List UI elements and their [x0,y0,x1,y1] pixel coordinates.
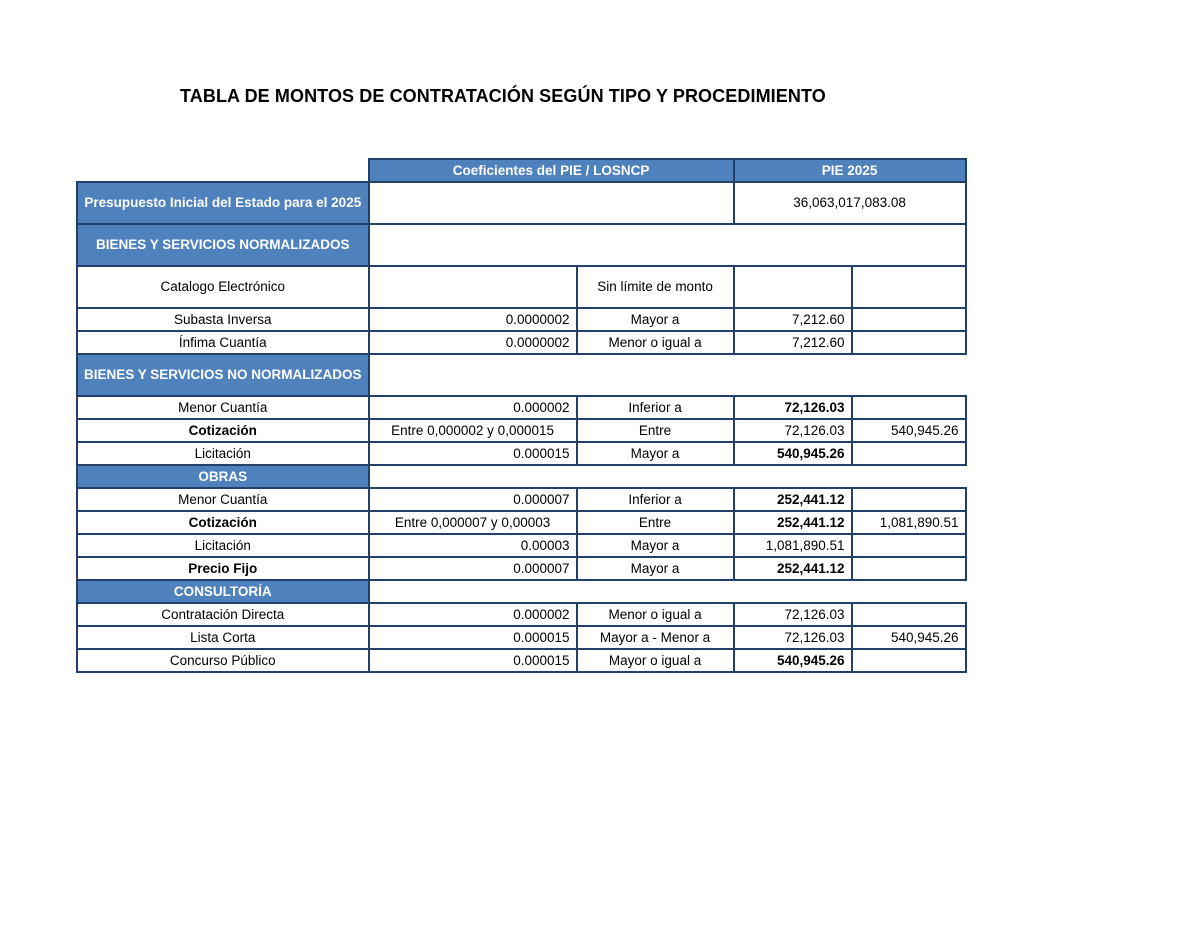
row-amount-upper: 1,081,890.51 [852,511,966,534]
page-title: TABLA DE MONTOS DE CONTRATACIÓN SEGÚN TIPO Y PROCEDIMIENTO [180,86,826,106]
row-coef: 0.000015 [369,442,577,465]
row-label: Menor Cuantía [77,488,369,511]
presupuesto-value: 36,063,017,083.08 [734,182,966,224]
section-row [77,354,966,396]
row-condition: Mayor o igual a [577,649,734,672]
row-condition: Mayor a [577,534,734,557]
row-amount: 540,945.26 [734,649,852,672]
row-amount: 7,212.60 [734,308,852,331]
contracting-amounts-table [76,158,967,673]
row-condition: Inferior a [577,396,734,419]
row-label: Lista Corta [77,626,369,649]
row-label: Contratación Directa [77,603,369,626]
row-label: Licitación [77,534,369,557]
section-row [77,465,966,488]
section-row [77,224,966,266]
row-condition: Mayor a - Menor a [577,626,734,649]
table-row [77,534,966,557]
section-no-normalizados: BIENES Y SERVICIOS NO NORMALIZADOS [77,354,369,396]
row-amount-upper: 540,945.26 [852,419,966,442]
row-coef: 0.000015 [369,626,577,649]
row-coef: 0.000015 [369,649,577,672]
section-normalizados: BIENES Y SERVICIOS NORMALIZADOS [77,224,369,266]
row-coef: Entre 0,000007 y 0,00003 [369,511,577,534]
table-row [77,331,966,354]
table-row [77,442,966,465]
coef-header: Coeficientes del PIE / LOSNCP [369,159,734,182]
row-label: Licitación [77,442,369,465]
table-row [77,488,966,511]
row-label: Precio Fijo [77,557,369,580]
section-obras: OBRAS [77,465,369,488]
row-amount: 72,126.03 [734,419,852,442]
row-amount: 7,212.60 [734,331,852,354]
row-coef: 0.000002 [369,603,577,626]
row-amount: 72,126.03 [734,603,852,626]
row-coef: 0.0000002 [369,331,577,354]
table-row [77,649,966,672]
row-label: Subasta Inversa [77,308,369,331]
row-label: Catalogo Electrónico [77,266,369,308]
section-consultoria: CONSULTORÍA [77,580,369,603]
table-row [77,419,966,442]
row-label: Concurso Público [77,649,369,672]
row-condition: Sin límite de monto [577,266,734,308]
table-row [77,557,966,580]
row-amount: 1,081,890.51 [734,534,852,557]
row-coef: 0.0000002 [369,308,577,331]
table-row [77,396,966,419]
row-coef: 0.00003 [369,534,577,557]
row-label: Ínfima Cuantía [77,331,369,354]
presupuesto-label: Presupuesto Inicial del Estado para el 2025 [77,182,369,224]
row-condition: Mayor a [577,557,734,580]
section-row [77,580,966,603]
table-row [77,308,966,331]
row-amount: 252,441.12 [734,557,852,580]
table-row [77,626,966,649]
row-coef: Entre 0,000002 y 0,000015 [369,419,577,442]
row-condition: Entre [577,419,734,442]
presupuesto-row [77,182,966,224]
row-condition: Mayor a [577,308,734,331]
row-label: Menor Cuantía [77,396,369,419]
row-amount: 72,126.03 [734,396,852,419]
table-row [77,266,966,308]
row-coef: 0.000007 [369,488,577,511]
row-coef: 0.000007 [369,557,577,580]
row-coef: 0.000002 [369,396,577,419]
table-row [77,603,966,626]
table-row [77,511,966,534]
pie-header: PIE 2025 [734,159,966,182]
row-label: Cotización [77,419,369,442]
row-condition: Menor o igual a [577,331,734,354]
row-amount: 540,945.26 [734,442,852,465]
row-amount: 252,441.12 [734,511,852,534]
row-condition: Menor o igual a [577,603,734,626]
header-row [77,159,966,182]
row-condition: Entre [577,511,734,534]
row-condition: Inferior a [577,488,734,511]
row-label: Cotización [77,511,369,534]
row-condition: Mayor a [577,442,734,465]
row-amount: 252,441.12 [734,488,852,511]
row-amount: 72,126.03 [734,626,852,649]
row-amount-upper: 540,945.26 [852,626,966,649]
